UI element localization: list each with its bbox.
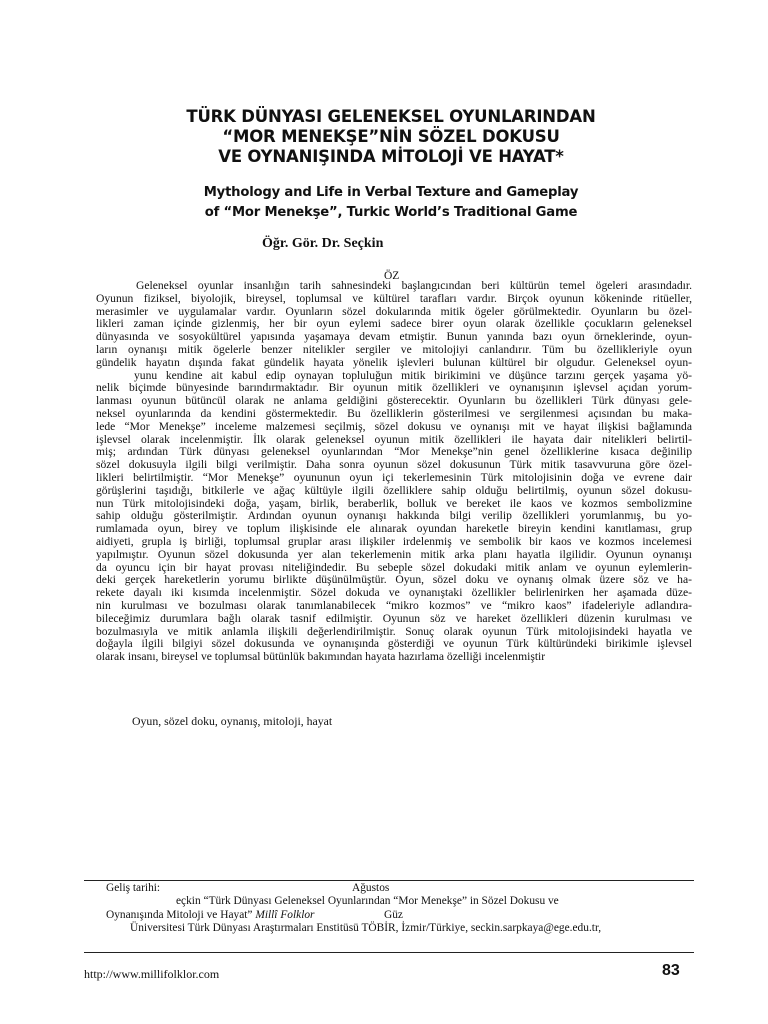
abstract-line: bozulmasıyla ve mitik anlamla ilişkili değerlendirilmiştir. Sonuç olarak oyunun Türk mitolojisindeki hayatla ve bbox=[96, 624, 692, 638]
abstract-line: sözel dokusuyla ilgili bilgi verilmiştir. Daha sonra oyunun sözel dokusunun Türk mitik tasavvuruna göre özel- bbox=[96, 458, 692, 472]
abstract-line: yunu kendine ait kabul edip oynayan topluluğun mitik birikimini ve düşünce tarzını gerçek yaşama yö- bbox=[134, 368, 692, 382]
received-month: Ağustos bbox=[352, 882, 390, 894]
journal-name: Millî Folklor bbox=[255, 909, 315, 921]
abstract-line: likleri zaman içinde gizlenmiş, her bir oyun eylemi sadece birer oyun olarak özellikle çocukların geleneksel bbox=[96, 317, 692, 331]
author-name: Öğr. Gör. Dr. Seçkin bbox=[262, 236, 384, 251]
abstract-line: gündelik hayatın dışında fakat gündelik hayata yönelik işlevleri bulunan kültürel bir olgudur. Geleneksel oyun- bbox=[96, 355, 692, 369]
abstract-line: sahip olduğu gösterilmiştir. Ardından oyunun oynanışı hakkında bilgi verilip özellikleri yorumlanmış, bu yo- bbox=[96, 509, 692, 523]
article-title bbox=[96, 107, 686, 167]
footer-rule bbox=[84, 952, 694, 953]
abstract-line: nun Türk mitolojisindeki doğa, yaşam, birlik, beraberlik, bolluk ve bereket ile kaos ve kozmos sembolizmine bbox=[96, 496, 692, 510]
title-line: VE OYNANIŞINDA MİTOLOJİ VE HAYAT* bbox=[218, 147, 564, 166]
abstract-line: olarak insanı, bireysel ve toplumsal bütünlük bakımından hayata hazırlama özelliği incelenmiştir bbox=[96, 650, 546, 664]
english-title-line: of “Mor Menekşe”, Turkic World’s Traditional Game bbox=[204, 205, 578, 220]
english-title bbox=[96, 183, 686, 223]
abstract-body bbox=[96, 280, 692, 664]
abstract-line: neksel oyunlarında da kendini göstermektedir. Bu özelliklerin gösterilmesi ve sergilenmesi açısından bu maka- bbox=[96, 406, 692, 420]
abstract-line: doğayla ilgili bilgiyi sözel dokusunda ve oynanışında gösterdiği ve oyunun Türk kültüründeki birikimle işlevsel bbox=[96, 637, 692, 651]
abstract-line: nelik biçimde bünyesinde barındırmaktadır. Bir oyunun mitik özellikleri ve oynanışının işlevsel açıdan yorum- bbox=[96, 381, 692, 395]
keywords: Oyun, sözel doku, oynanış, mitoloji, hayat bbox=[132, 714, 333, 728]
abstract-line: aidiyeti, grupla iş birliği, toplumsal gruplar arası ilişkiler irdelenmiş ve sembolik bir kaos ve kozmos incelemesi bbox=[96, 534, 692, 548]
abstract-line: ların oynanışı mitik ögelerle benzer nitelikler sergiler ve mitolojiyi canlandırır. Tüm bu özellikleriyle oyun bbox=[96, 342, 692, 356]
english-title-line: Mythology and Life in Verbal Texture and Gameplay bbox=[203, 185, 579, 200]
abstract-line: nin kurulması ve bozulması olarak tanımlanabilecek “mikro kozmos” ve “mikro kaos” ifadeleriyle adlandıra- bbox=[96, 598, 692, 612]
received-date-label: Geliş tarihi: bbox=[106, 882, 161, 894]
abstract-line: rumlamada oyun, birey ve toplum ilişkisinde ele alınarak oyundan hareketle bireyin kendini kanıtlaması, grup bbox=[96, 522, 692, 536]
abstract-line: miş; ardından Türk dünyası geleneksel oyunlarından “Mor Menekşe”nin genel özelliklerine kısaca değinilip bbox=[96, 445, 692, 459]
journal-url[interactable]: http://www.millifolklor.com bbox=[84, 967, 220, 981]
abstract-line: merasimler ve uygulamalar vardır. Oyunların sözel dokularında mitik ögeler görülmektedir. Oyunların bu özel- bbox=[96, 304, 692, 318]
citation-season: Güz bbox=[384, 909, 403, 921]
abstract-line: bileceğimiz durumlara bağlı olarak tasnif edilmiştir. Oyunun söz ve hareket özellikleri düzenin kurulması ve bbox=[96, 611, 692, 625]
title-line: TÜRK DÜNYASI GELENEKSEL OYUNLARINDAN bbox=[186, 107, 596, 126]
abstract-line: görüşlerini taşıdığı, bitkilerle ve ağaç kültüyle ilgili özelliklere sahip olduğu belirtilmiş, oyunun sözel dokusu- bbox=[96, 483, 692, 497]
citation-line: eçkin “Türk Dünyası Geleneksel Oyunlarından “Mor Menekşe” in Sözel Dokusu ve bbox=[176, 895, 559, 907]
author-affiliation: Üniversitesi Türk Dünyası Araştırmaları Enstitüsü TÖBİR, İzmir/Türkiye, seckin.sarpkaya@ege.edu.tr, bbox=[130, 922, 602, 934]
citation-line bbox=[106, 909, 315, 921]
abstract-line: işlevsel olarak incelenmiştir. İlk olarak geleneksel oyunun mitik özellikleri ile hayata dair nitelikleri belirtil- bbox=[96, 432, 692, 446]
page-number: 83 bbox=[662, 962, 680, 979]
abstract-line: da oyuncu için bir hayat provası niteliğindedir. Bu sebeple sözel dokudaki mitik anlam ve oyunun eylemlerin- bbox=[96, 560, 692, 574]
abstract-line: dünyasında ve sosyokültürel yapısında yaşamaya devam etmiştir. Bunun yanında bazı oyun örneklerinde, oyun- bbox=[96, 330, 692, 344]
abstract-line: lanması oyunun bütüncül olarak ne anlama geldiğini gösterecektir. Oyunların bu özellikleri Türk dünyası gele- bbox=[96, 394, 692, 408]
title-line: “MOR MENEKŞE”NİN SÖZEL DOKUSU bbox=[222, 127, 560, 146]
abstract-line: likleri belirtilmiştir. “Mor Menekşe” oyununun oyun içi tekerlemesinin Türk mitolojisinin doğa ve evrene dair bbox=[96, 470, 692, 484]
abstract-line: Geleneksel oyunlar insanlığın tarih sahnesindeki başlangıcından beri kültürün temel ögeleri arasındadır. bbox=[136, 279, 692, 292]
abstract-line: deki gerçek hareketlerin yorumu birlikte düşünülmüştür. Oyun, sözel doku ve oynanış olmak üzere söz ve ha- bbox=[96, 573, 692, 587]
abstract-line: Oyunun fiziksel, biyolojik, bireysel, toplumsal ve kültürel tarafları vardır. Birçok oyunun kökeninde ritüeller, bbox=[96, 291, 692, 305]
abstract-line: rekete dayalı iki kısımda incelenmiştir. Sözel dokuda ve oynanıştaki özellikler belirlenirken her aşamada düze- bbox=[96, 586, 692, 600]
citation-text: Oynanışında Mitoloji ve Hayat” bbox=[106, 909, 253, 921]
abstract-line: lede “Mor Menekşe” inceleme malzemesi seçilmiş, sözel dokusu ve oynanışı mit ve hayat ilişkisi bağlamında bbox=[96, 419, 692, 433]
abstract-line: yapılmıştır. Oyunun sözel dokusunda yer alan tekerlemenin mitik arka planı hayatla ilgilidir. Oyunun oynanışı bbox=[96, 547, 692, 561]
abstract-heading: ÖZ bbox=[384, 270, 400, 282]
footnote-rule bbox=[84, 880, 694, 881]
